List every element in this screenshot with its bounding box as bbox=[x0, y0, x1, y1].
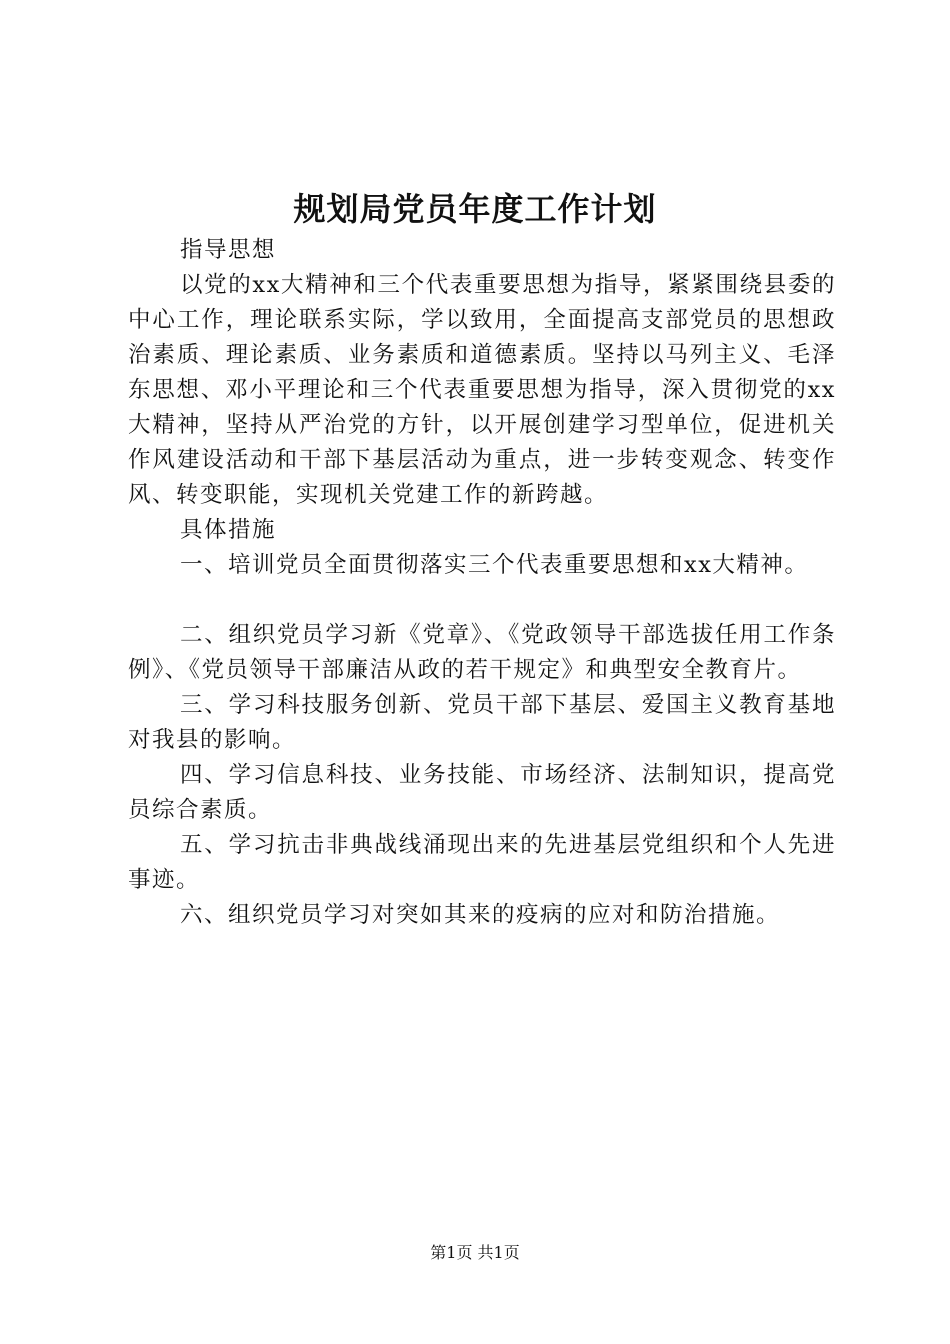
paragraph-guiding-ideology: 以党的xx大精神和三个代表重要思想为指导，紧紧围绕县委的中心工作，理论联系实际，学以致用，全面提高支部党员的思想政治素质、理论素质、业务素质和道德素质。坚持以马列主义、毛泽东思想、邓小平理论和三个代表重要思想为指导，深入贯彻党的xx大精神，坚持从严治党的方针，以开展创建学习型单位，促进机关作风建设活动和干部下基层活动为重点，进一步转变观念、转变作风、转变职能，实现机关党建工作的新跨越。 bbox=[128, 272, 836, 508]
measure-item-3: 三、学习科技服务创新、党员干部下基层、爱国主义教育基地对我县的影响。 bbox=[128, 692, 836, 753]
document-body bbox=[128, 233, 836, 933]
measure-item-4: 四、学习信息科技、业务技能、市场经济、法制知识，提高党员综合素质。 bbox=[128, 762, 836, 823]
section-heading-specific-measures: 具体措施 bbox=[180, 517, 277, 543]
page-footer: 第1页 共1页 bbox=[430, 1243, 520, 1262]
measure-item-5: 五、学习抗击非典战线涌现出来的先进基层党组织和个人先进事迹。 bbox=[128, 832, 836, 893]
document-title: 规划局党员年度工作计划 bbox=[293, 190, 657, 228]
section-heading-guiding-ideology: 指导思想 bbox=[180, 237, 277, 263]
measure-item-6: 六、组织党员学习对突如其来的疫病的应对和防治措施。 bbox=[180, 902, 781, 928]
measure-item-1: 一、培训党员全面贯彻落实三个代表重要思想和xx大精神。 bbox=[180, 552, 809, 578]
measure-item-2: 二、组织党员学习新《党章》、《党政领导干部选拔任用工作条例》、《党员领导干部廉洁从政的若干规定》和典型安全教育片。 bbox=[128, 622, 836, 683]
